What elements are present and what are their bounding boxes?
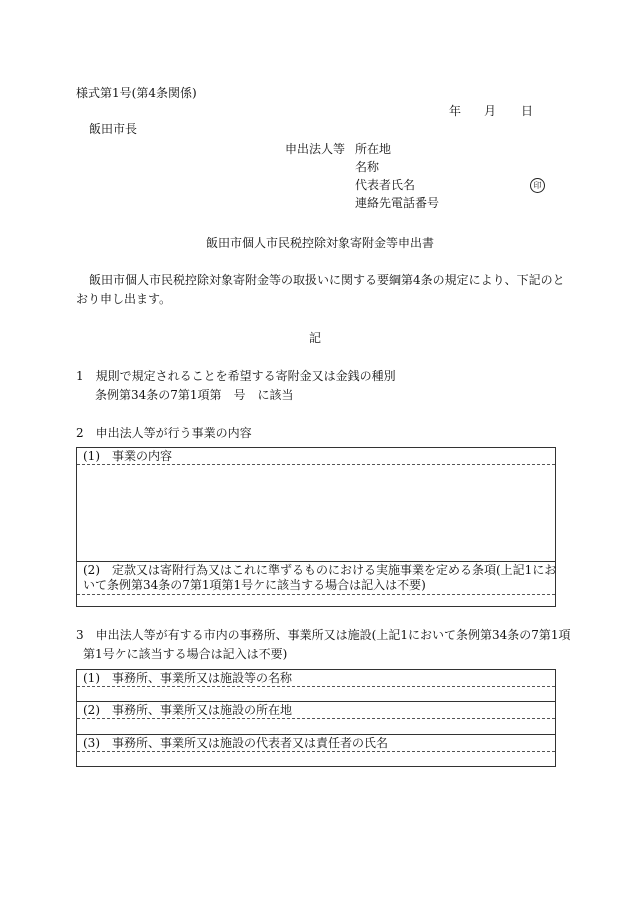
- field-address: 所在地: [355, 142, 392, 156]
- section3-row2-header: [77, 702, 555, 719]
- field-phone: 連絡先電話番号: [355, 196, 440, 210]
- section3-row3-entry[interactable]: [77, 752, 555, 766]
- date-month: 月: [484, 104, 497, 118]
- section2-row1-entry[interactable]: [77, 464, 555, 562]
- section2-table: [76, 447, 556, 607]
- section2-row2-header: [77, 562, 555, 595]
- section2-row1-header: [77, 448, 555, 465]
- seal-icon: 印: [530, 178, 545, 193]
- recipient: 飯田市長: [89, 122, 138, 136]
- section3-heading-line2: 第1号ケに該当する場合は記入は不要): [83, 647, 288, 661]
- section3-row2-label: (2) 事務所、事業所又は施設の所在地: [83, 703, 292, 717]
- section2-heading: 2 申出法人等が行う事業の内容: [76, 426, 252, 440]
- ki-mark: 記: [309, 331, 322, 345]
- section2-row1-label: (1) 事業の内容: [83, 449, 172, 463]
- section3-row2-entry[interactable]: [77, 719, 555, 735]
- section2-row2-line2: いて条例第34条の7第1項第1号ケに該当する場合は記入は不要): [83, 578, 426, 592]
- section2-row2-line1: (2) 定款又は寄附行為又はこれに準ずるものにおける実施事業を定める条項(上記1にお: [83, 563, 557, 577]
- section3-row1-entry[interactable]: [77, 687, 555, 702]
- date-year: 年: [449, 104, 462, 118]
- section3-table: [76, 669, 556, 767]
- section1-detail: 条例第34条の7第1項第 号 に該当: [95, 388, 294, 402]
- document-title: 飯田市個人市民税控除対象寄附金等申出書: [206, 236, 435, 250]
- field-representative: 代表者氏名: [355, 178, 416, 192]
- field-name: 名称: [355, 160, 380, 174]
- date-day: 日: [521, 104, 534, 118]
- section2-row2-entry[interactable]: [77, 595, 555, 607]
- section3-heading-line1: 3 申出法人等が有する市内の事務所、事業所又は施設(上記1において条例第34条の7第1項: [76, 628, 571, 642]
- section3-row1-header: [77, 670, 555, 687]
- applicant-label: 申出法人等: [285, 142, 346, 156]
- section3-row1-label: (1) 事務所、事業所又は施設等の名称: [83, 671, 292, 685]
- intro-line-2: おり申し出ます。: [76, 292, 172, 306]
- section3-row3-label: (3) 事務所、事業所又は施設の代表者又は責任者の氏名: [83, 736, 389, 750]
- section1-heading: 1 規則で規定されることを希望する寄附金又は金銭の種別: [76, 369, 396, 383]
- form-number: 様式第1号(第4条関係): [76, 86, 197, 100]
- section3-row3-header: [77, 735, 555, 752]
- intro-line-1: 飯田市個人市民税控除対象寄附金等の取扱いに関する要綱第4条の規定により、下記のと: [89, 273, 565, 287]
